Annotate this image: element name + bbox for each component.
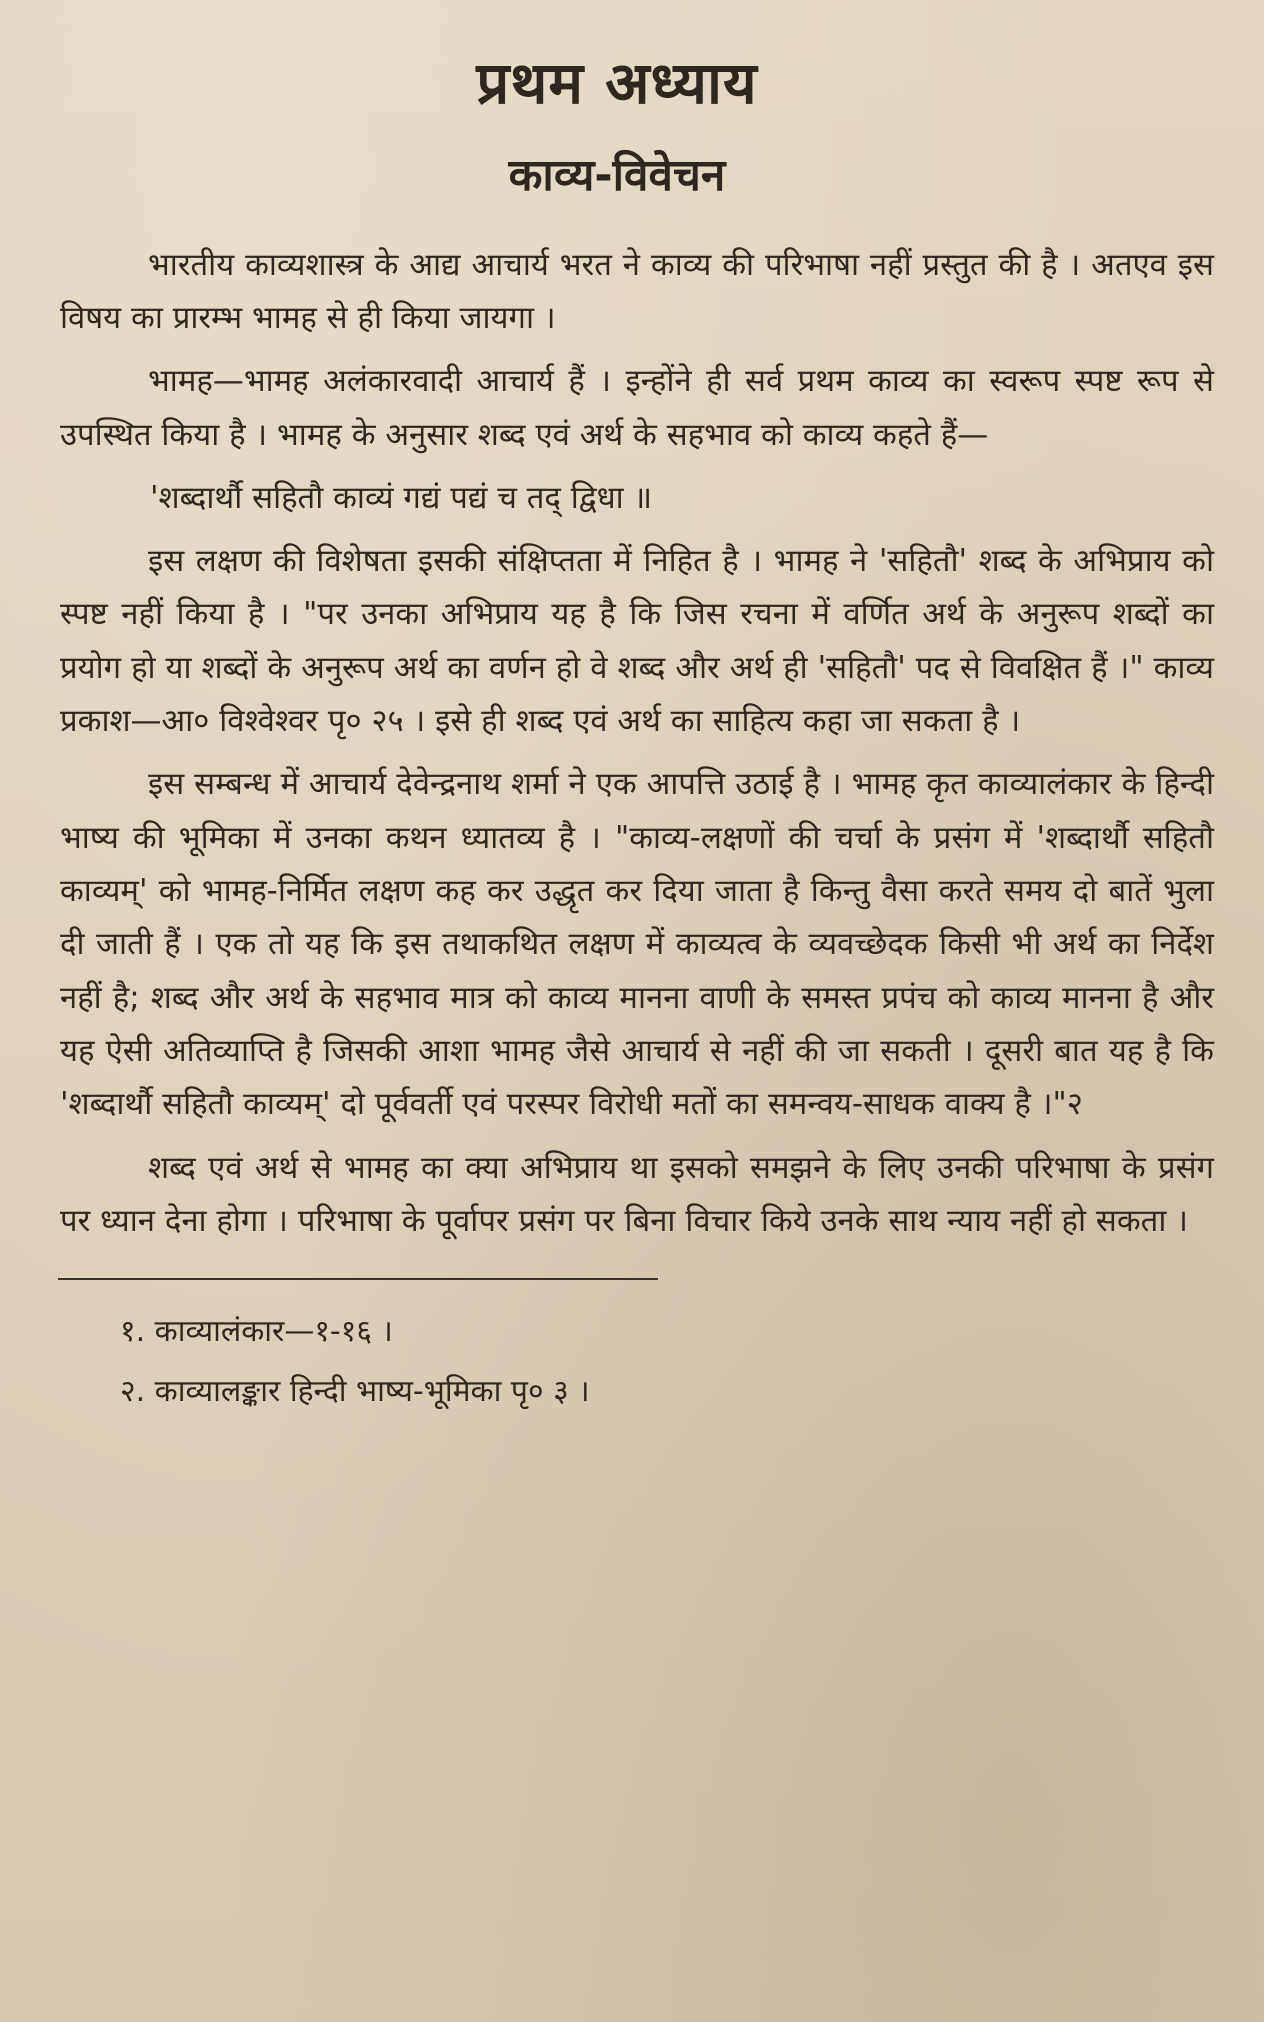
paragraph-bhamaha: भामह—भामह अलंकारवादी आचार्य हैं । इन्होंने ही सर्व प्रथम काव्य का स्वरूप स्पष्ट रूप से उपस्थित किया है । भामह के अनुसार शब्द एवं अर्थ के सहभाव को काव्य कहते हैं— [60,363,1214,453]
verse-quote: 'शब्दार्थौ सहितौ काव्यं गद्यं पद्यं च तद् द्विधा ॥ [150,479,653,516]
paragraph-sahitau: इस लक्षण की विशेषता इसकी संक्षिप्तता में निहित है । भामह ने 'सहितौ' शब्द के अभिप्राय को स्पष्ट नहीं किया है । "पर उनका अभिप्राय यह है कि जिस रचना में वर्णित अर्थ के अनुरूप शब्दों का प्रयोग हो या शब्दों के अनुरूप अर्थ का वर्णन हो वे शब्द और अर्थ ही 'सहितौ' पद से विवक्षित हैं ।" काव्य प्रकाश—आ० विश्वेश्वर पृ० २५ । इसे ही शब्द एवं अर्थ का साहित्य कहा जा सकता है । [60,543,1214,740]
footnote-1: १. काव्यालंकार—१-१६ । [120,1314,393,1350]
paragraph-conclusion: शब्द एवं अर्थ से भामह का क्या अभिप्राय था इसको समझने के लिए उनकी परिभाषा के प्रसंग पर ध्यान देना होगा । परिभाषा के पूर्वापर प्रसंग पर बिना विचार किये उनके साथ न्याय नहीं हो सकता । [60,1149,1214,1239]
paragraph-intro: भारतीय काव्यशास्त्र के आद्य आचार्य भरत ने काव्य की परिभाषा नहीं प्रस्तुत की है । अतएव इस विषय का प्रारम्भ भामह से ही किया जायगा । [60,246,1214,336]
footnote-2: २. काव्यालङ्कार हिन्दी भाष्य-भूमिका पृ० ३ । [120,1374,590,1410]
footnotes [60,1308,1214,1416]
paragraph-objection: इस सम्बन्ध में आचार्य देवेन्द्रनाथ शर्मा ने एक आपत्ति उठाई है । भामह कृत काव्यालंकार के हिन्दी भाष्य की भूमिका में उनका कथन ध्यातव्य है । "काव्य-लक्षणों की चर्चा के प्रसंग में 'शब्दार्थौ सहितौ काव्यम्' को भामह-निर्मित लक्षण कह कर उद्धृत कर दिया जाता है किन्तु वैसा करते समय दो बातें भुला दी जाती हैं । एक तो यह कि इस तथाकथित लक्षण में काव्यत्व के व्यवच्छेदक किसी भी अर्थ का निर्देश नहीं है; शब्द और अर्थ के सहभाव मात्र को काव्य मानना वाणी के समस्त प्रपंच को काव्य मानना है और यह ऐसी अतिव्याप्ति है जिसकी आशा भामह जैसे आचार्य से नहीं की जा सकती । दूसरी बात यह है कि 'शब्दार्थौ सहितौ काव्यम्' दो पूर्ववर्ती एवं परस्पर विरोधी मतों का समन्वय-साधक वाक्य है ।"२ [60,766,1214,1123]
footnote-divider [58,1278,658,1280]
body-text [60,239,1214,1249]
chapter-title: प्रथम अध्याय [476,49,758,117]
section-title: काव्य-विवेचन [508,150,726,202]
